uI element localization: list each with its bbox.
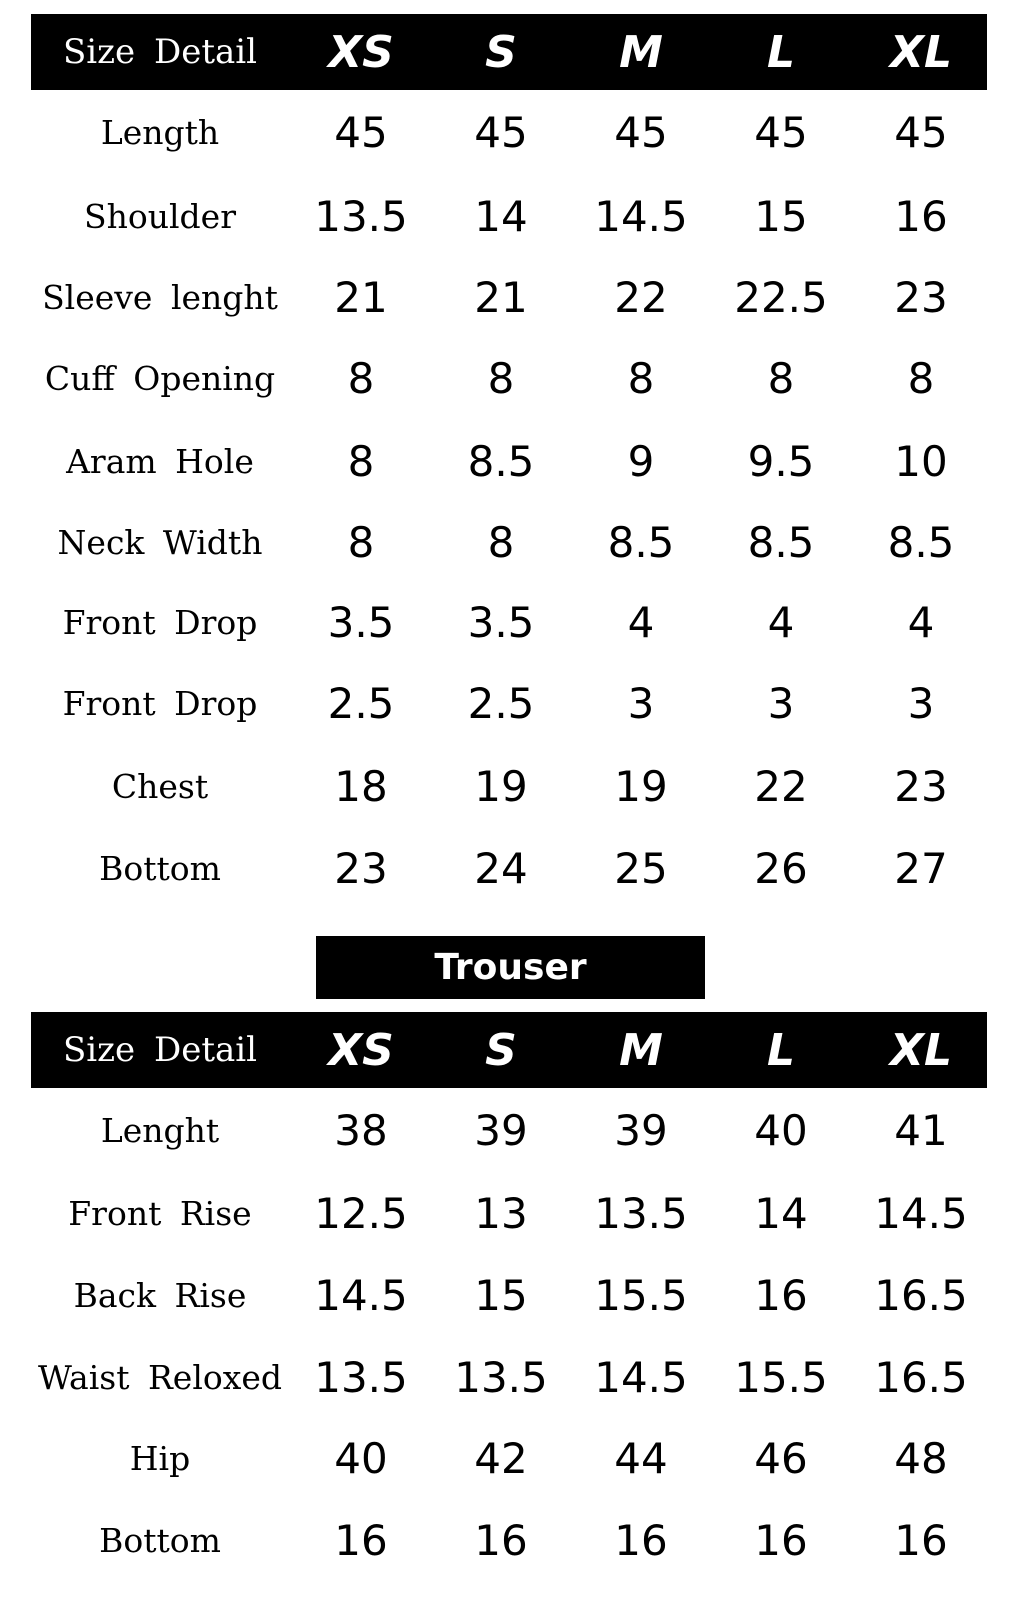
trouser-size-s-header: S xyxy=(485,1024,517,1076)
row-label: Hip xyxy=(129,1438,191,1478)
table-cell: 23 xyxy=(334,843,388,893)
table-cell: 15 xyxy=(754,191,808,241)
table-cell: 45 xyxy=(614,107,668,157)
table-cell: 39 xyxy=(614,1105,668,1155)
table-cell: 3 xyxy=(627,678,655,728)
table-cell: 14.5 xyxy=(594,191,688,241)
top-size-xl-header: XL xyxy=(890,26,952,78)
row-label: Length xyxy=(100,112,220,152)
table-cell: 13.5 xyxy=(594,1188,688,1238)
table-cell: 9.5 xyxy=(747,436,815,486)
trouser-size-m-header: M xyxy=(619,1024,663,1076)
table-cell: 14 xyxy=(474,191,528,241)
table-cell: 22 xyxy=(754,761,808,811)
row-label: Cuff Opening xyxy=(44,358,276,398)
table-cell: 44 xyxy=(614,1433,668,1483)
table-cell: 19 xyxy=(614,761,668,811)
table-cell: 3.5 xyxy=(327,597,395,647)
table-cell: 8.5 xyxy=(607,517,675,567)
table-cell: 4 xyxy=(627,597,655,647)
trouser-size-l-header: L xyxy=(766,1024,796,1076)
table-cell: 40 xyxy=(754,1105,808,1155)
table-cell: 45 xyxy=(334,107,388,157)
table-cell: 16 xyxy=(334,1515,388,1565)
row-label: Neck Width xyxy=(57,522,263,562)
table-cell: 4 xyxy=(767,597,795,647)
table-cell: 8 xyxy=(907,353,935,403)
table-cell: 16 xyxy=(754,1270,808,1320)
table-cell: 8 xyxy=(767,353,795,403)
row-label: Bottom xyxy=(99,848,221,888)
top-table-header-label: Size Detail xyxy=(62,32,258,72)
trouser-table-header-label: Size Detail xyxy=(62,1030,258,1070)
row-label: Front Rise xyxy=(68,1193,252,1233)
table-cell: 3 xyxy=(907,678,935,728)
top-size-xs-header: XS xyxy=(328,26,394,78)
row-label: Waist Reloxed xyxy=(37,1357,283,1397)
table-cell: 15.5 xyxy=(594,1270,688,1320)
row-label: Front Drop xyxy=(62,602,258,642)
table-cell: 22.5 xyxy=(734,272,828,322)
trouser-size-xl-header: XL xyxy=(890,1024,952,1076)
table-cell: 8.5 xyxy=(747,517,815,567)
table-cell: 12.5 xyxy=(314,1188,408,1238)
table-cell: 3.5 xyxy=(467,597,535,647)
table-cell: 16 xyxy=(614,1515,668,1565)
table-cell: 8.5 xyxy=(467,436,535,486)
table-cell: 18 xyxy=(334,761,388,811)
table-cell: 16.5 xyxy=(874,1352,968,1402)
table-cell: 14 xyxy=(754,1188,808,1238)
table-cell: 15 xyxy=(474,1270,528,1320)
row-label: Front Drop xyxy=(62,683,258,723)
table-cell: 14.5 xyxy=(314,1270,408,1320)
table-cell: 45 xyxy=(754,107,808,157)
table-cell: 19 xyxy=(474,761,528,811)
table-cell: 10 xyxy=(894,436,948,486)
table-cell: 8 xyxy=(487,353,515,403)
table-cell: 46 xyxy=(754,1433,808,1483)
table-cell: 13.5 xyxy=(314,191,408,241)
table-cell: 3 xyxy=(767,678,795,728)
table-cell: 2.5 xyxy=(327,678,395,728)
table-cell: 23 xyxy=(894,272,948,322)
table-cell: 27 xyxy=(894,843,948,893)
table-cell: 21 xyxy=(334,272,388,322)
table-cell: 16 xyxy=(754,1515,808,1565)
top-size-m-header: M xyxy=(619,26,663,78)
row-label: Aram Hole xyxy=(66,441,254,481)
table-cell: 23 xyxy=(894,761,948,811)
table-cell: 14.5 xyxy=(874,1188,968,1238)
row-label: Bottom xyxy=(99,1520,221,1560)
table-cell: 25 xyxy=(614,843,668,893)
table-cell: 8 xyxy=(347,436,375,486)
table-cell: 16 xyxy=(894,1515,948,1565)
table-cell: 16 xyxy=(894,191,948,241)
table-cell: 16.5 xyxy=(874,1270,968,1320)
table-cell: 40 xyxy=(334,1433,388,1483)
trouser-section-title: Trouser xyxy=(316,936,705,999)
table-cell: 21 xyxy=(474,272,528,322)
table-cell: 41 xyxy=(894,1105,948,1155)
table-cell: 48 xyxy=(894,1433,948,1483)
table-cell: 45 xyxy=(894,107,948,157)
table-cell: 38 xyxy=(334,1105,388,1155)
table-cell: 2.5 xyxy=(467,678,535,728)
table-cell: 42 xyxy=(474,1433,528,1483)
table-cell: 4 xyxy=(907,597,935,647)
table-cell: 13 xyxy=(474,1188,528,1238)
top-size-s-header: S xyxy=(485,26,517,78)
table-cell: 22 xyxy=(614,272,668,322)
table-cell: 24 xyxy=(474,843,528,893)
top-size-l-header: L xyxy=(766,26,796,78)
table-cell: 8 xyxy=(347,517,375,567)
row-label: Sleeve lenght xyxy=(42,277,278,317)
table-cell: 8 xyxy=(487,517,515,567)
table-cell: 26 xyxy=(754,843,808,893)
trouser-size-xs-header: XS xyxy=(328,1024,394,1076)
table-cell: 8.5 xyxy=(887,517,955,567)
table-cell: 8 xyxy=(347,353,375,403)
table-cell: 8 xyxy=(627,353,655,403)
table-cell: 13.5 xyxy=(314,1352,408,1402)
table-cell: 14.5 xyxy=(594,1352,688,1402)
row-label: Lenght xyxy=(100,1110,220,1150)
row-label: Chest xyxy=(111,766,209,806)
table-cell: 9 xyxy=(627,436,655,486)
table-cell: 13.5 xyxy=(454,1352,548,1402)
row-label: Back Rise xyxy=(73,1275,247,1315)
table-cell: 15.5 xyxy=(734,1352,828,1402)
table-cell: 16 xyxy=(474,1515,528,1565)
table-cell: 39 xyxy=(474,1105,528,1155)
table-cell: 45 xyxy=(474,107,528,157)
row-label: Shoulder xyxy=(84,196,236,236)
